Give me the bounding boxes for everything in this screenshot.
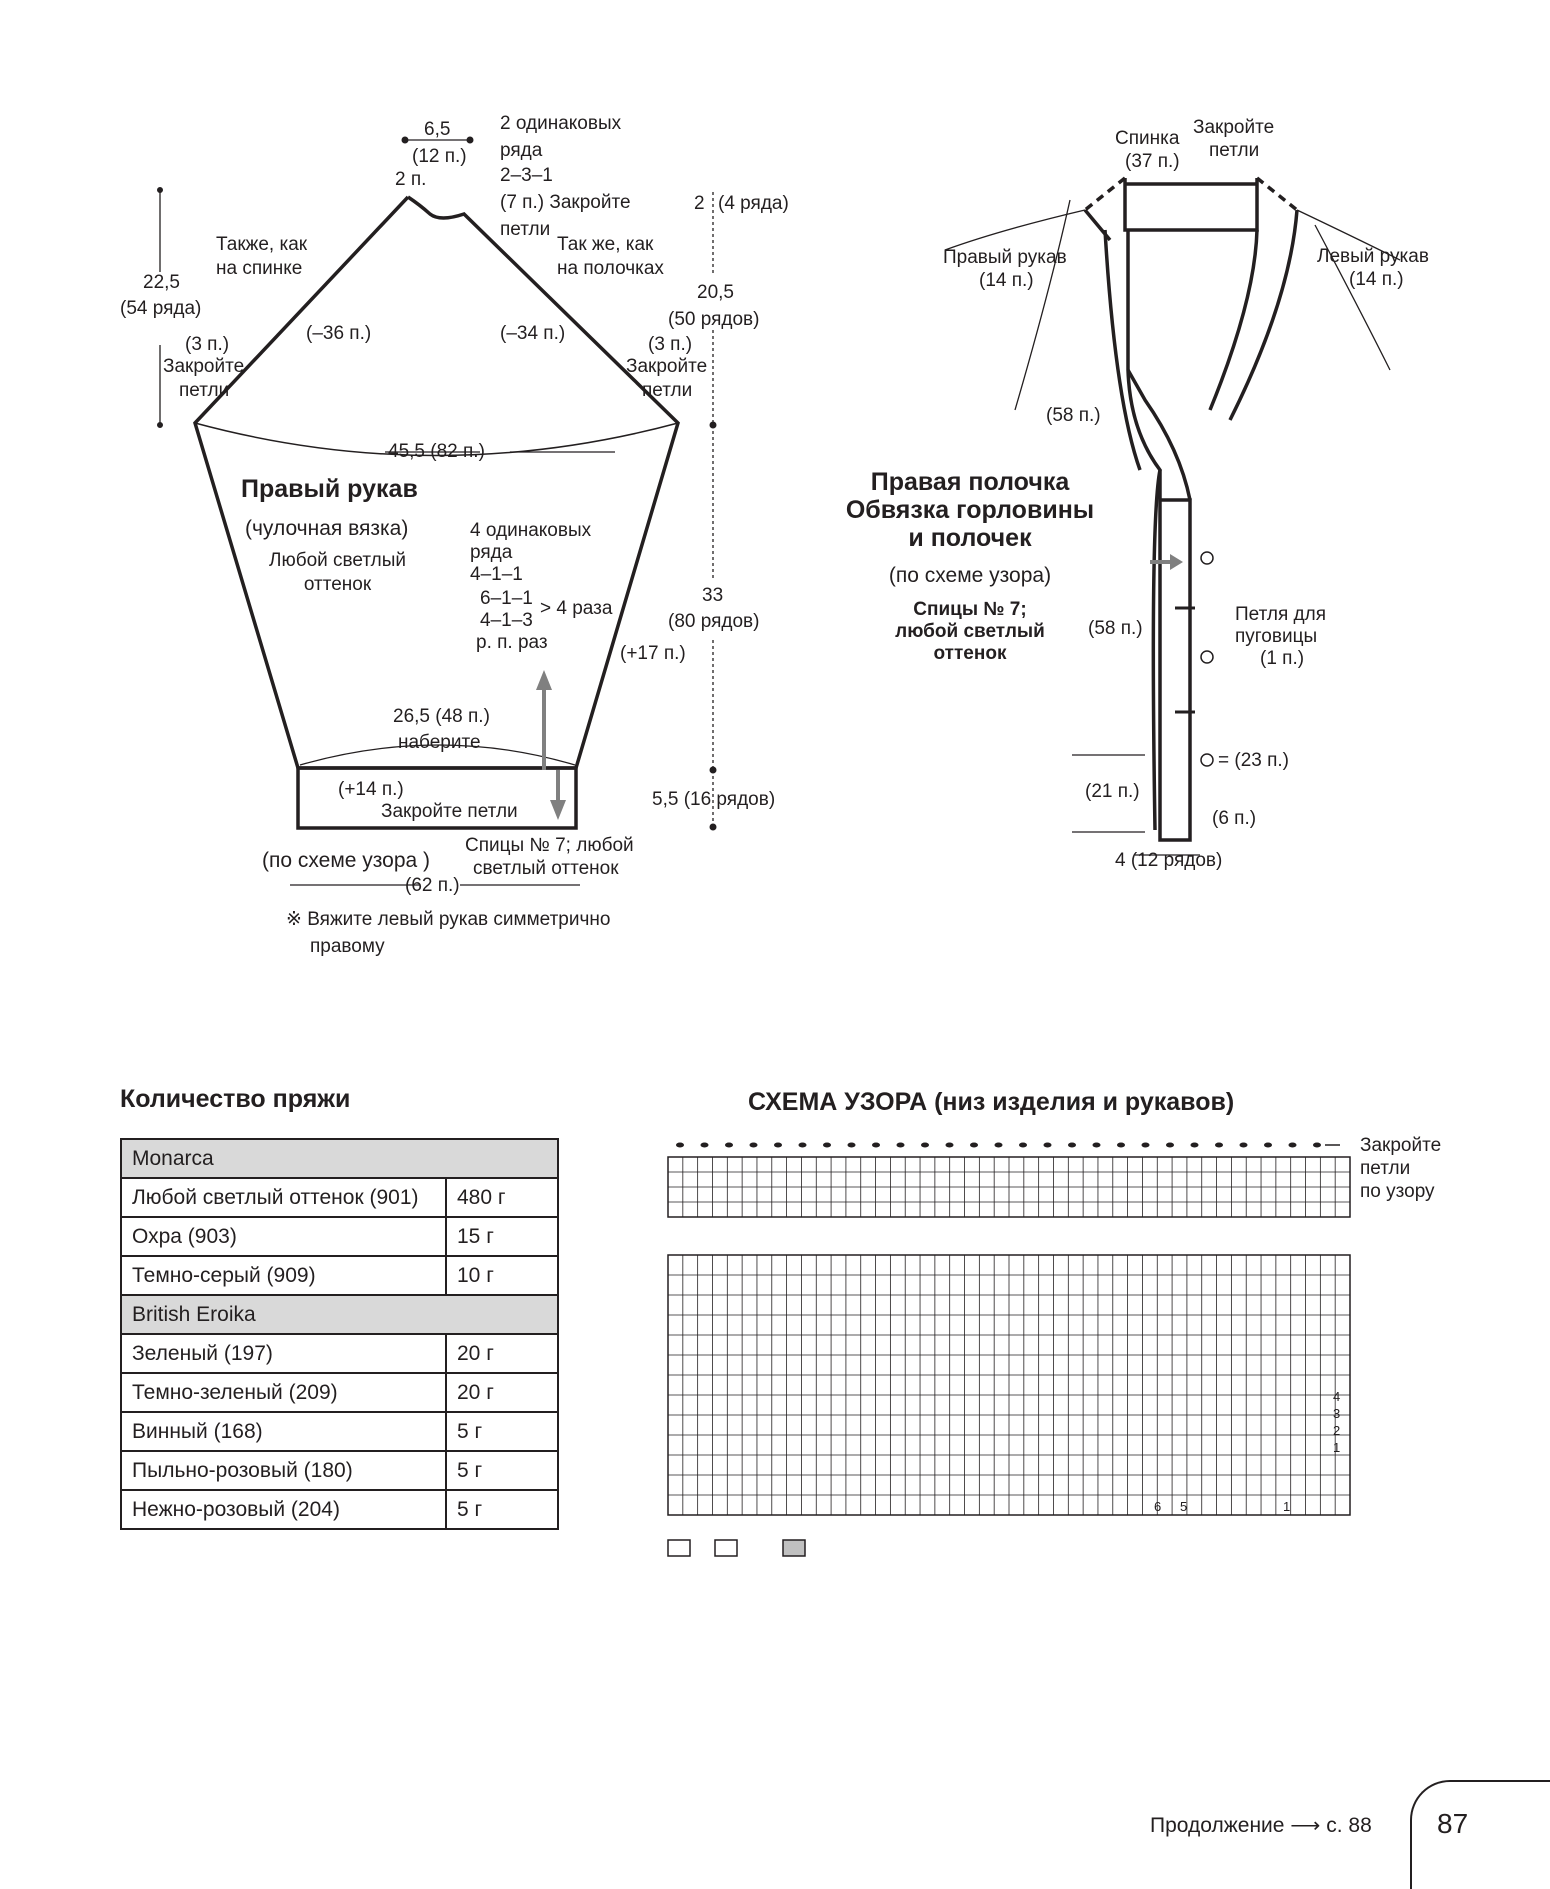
sleeve-note2: правому	[310, 936, 385, 957]
sleeve-right-same2: на полочках	[557, 258, 664, 279]
band-pattern: (по схеме узора)	[888, 564, 1052, 587]
band-eq23: = (23 п.)	[1218, 750, 1290, 771]
sleeve-h55: 5,5 (16 рядов)	[652, 789, 776, 810]
bind-off-dot	[872, 1143, 880, 1148]
bind-off-dot	[1142, 1143, 1150, 1148]
sleeve-inc5: 4–1–3	[480, 610, 533, 631]
sleeve-cast-on2: наберите	[398, 732, 481, 753]
bind-off-dot	[897, 1143, 905, 1148]
sleeve-plus14: (+14 п.)	[338, 779, 404, 800]
bind-off-dot	[848, 1143, 856, 1148]
yarn-color: Темно-зеленый (209)	[121, 1373, 446, 1412]
pattern-chart-bind-off-dots	[676, 1143, 1321, 1148]
sleeve-right-same1: Так же, как	[557, 234, 654, 255]
sleeve-needles1: Спицы № 7; любой	[465, 835, 634, 856]
yarn-color: Охра (903)	[121, 1217, 446, 1256]
sleeve-left-height: 22,5	[143, 272, 180, 293]
band-close1: Закройте	[1193, 117, 1275, 138]
bind-off-dot	[799, 1143, 807, 1148]
bind-off-dot	[1044, 1143, 1052, 1148]
sleeve-left-dec: (–36 п.)	[306, 323, 372, 344]
sleeve-inc4: 6–1–1	[480, 588, 533, 609]
chart-col-number: 6	[1154, 1499, 1162, 1514]
sleeve-plus17: (+17 п.)	[620, 643, 686, 664]
sleeve-title: Правый рукав	[241, 475, 418, 503]
table-row	[121, 1178, 558, 1217]
sleeve-inc-times-text: 4 раза	[556, 598, 613, 619]
band-right-sleeve-st: (14 п.)	[979, 270, 1034, 291]
sleeve-note1: ※ Вяжите левый рукав симметрично	[286, 909, 611, 930]
bind-off-dot	[774, 1143, 782, 1148]
bind-off-dot	[1289, 1143, 1297, 1148]
sleeve-left-rows: (54 ряда)	[120, 298, 202, 319]
sleeve-right-205: 20,5	[697, 282, 734, 303]
band-buttonhole1: Петля для	[1235, 604, 1326, 625]
sleeve-right-2: 2	[694, 193, 705, 214]
sleeve-inc-times: > 4 раза	[540, 598, 613, 619]
bind-off-dot	[701, 1143, 709, 1148]
sleeve-top-note2: ряда	[500, 140, 543, 161]
sleeve-top-note1: 2 одинаковых	[500, 113, 622, 134]
yarn-title: Количество пряжи	[120, 1085, 351, 1113]
sleeve-top-2p: 2 п.	[395, 169, 427, 190]
band-title2: Обвязка горловины	[845, 496, 1095, 524]
band-back: Спинка	[1115, 128, 1180, 149]
pattern-chart-grid	[668, 1157, 1350, 1515]
sleeve-left-same2: на спинке	[216, 258, 303, 279]
band-back-st: (37 п.)	[1125, 151, 1180, 172]
sleeve-left-close1: Закройте	[163, 356, 245, 377]
sleeve-top-stitches: (12 п.)	[412, 146, 467, 167]
footer-page-ref: с. 88	[1326, 1814, 1372, 1837]
sleeve-right-50rows: (50 рядов)	[668, 309, 760, 330]
yarn-qty: 20 г	[446, 1334, 558, 1373]
yarn-table	[120, 1138, 559, 1530]
sleeve-bind-off: Закройте петли	[381, 801, 518, 822]
yarn-color: Темно-серый (909)	[121, 1256, 446, 1295]
page-number-box	[1410, 1780, 1550, 1889]
bind-off-dot	[1313, 1143, 1321, 1148]
bind-off-dot	[1215, 1143, 1223, 1148]
sleeve-top-note4: (7 п.) Закройте	[500, 192, 631, 213]
chart-col-number: 5	[1180, 1499, 1188, 1514]
sleeve-inc1: 4 одинаковых	[470, 520, 592, 541]
sleeve-right-dec: (–34 п.)	[500, 323, 566, 344]
footer-continue	[1150, 1813, 1372, 1838]
sleeve-subtitle: (чулочная вязка)	[245, 517, 409, 540]
yarn-qty: 20 г	[446, 1373, 558, 1412]
sleeve-top-width: 6,5	[424, 119, 451, 140]
sleeve-pattern: (по схеме узора )	[262, 849, 431, 872]
sleeve-inc6: р. п. раз	[476, 632, 548, 653]
yarn-brand-name: British Eroika	[121, 1295, 558, 1334]
sleeve-right-4rows: (4 ряда)	[718, 193, 789, 214]
band-left-sleeve-st: (14 п.)	[1349, 269, 1404, 290]
yarn-color: Винный (168)	[121, 1412, 446, 1451]
sleeve-left-close2: петли	[179, 380, 230, 401]
chart-row-number: 2	[1333, 1423, 1341, 1438]
yarn-brand-row	[121, 1295, 558, 1334]
bind-off-dot	[1117, 1143, 1125, 1148]
sleeve-right-close2: петли	[642, 380, 693, 401]
sleeve-right-close1: Закройте	[626, 356, 708, 377]
sleeve-width-455: 45,5 (82 п.)	[388, 441, 485, 462]
page-number: 87	[1437, 1808, 1469, 1839]
sleeve-inc2: ряда	[470, 542, 513, 563]
band-buttonhole2: пуговицы	[1235, 626, 1318, 647]
sleeve-needles2: светлый оттенок	[473, 858, 619, 879]
bind-off-dot	[921, 1143, 929, 1148]
sleeve-top-note5: петли	[500, 219, 551, 240]
bind-off-dot	[1191, 1143, 1199, 1148]
yarn-color: Зеленый (197)	[121, 1334, 446, 1373]
table-row	[121, 1217, 558, 1256]
footer-continue-text: Продолжение	[1150, 1814, 1285, 1837]
sleeve-right-3p: (3 п.)	[648, 334, 693, 355]
yarn-brand-name: Monarca	[121, 1139, 558, 1178]
bind-off-dot	[1019, 1143, 1027, 1148]
band-bottom: 4 (12 рядов)	[1115, 850, 1223, 871]
yarn-qty: 5 г	[446, 1451, 558, 1490]
arrow-right-icon: ⟶	[1290, 1814, 1321, 1837]
sleeve-st62: (62 п.)	[405, 875, 460, 896]
bind-off-dot	[1264, 1143, 1272, 1148]
bind-off-dot	[1240, 1143, 1248, 1148]
band-title1: Правая полочка	[870, 468, 1070, 496]
bind-off-dot	[946, 1143, 954, 1148]
chart-row-number: 1	[1333, 1440, 1341, 1455]
sleeve-left-same1: Также, как	[216, 234, 308, 255]
chart-row-number: 3	[1333, 1406, 1341, 1421]
band-left-sleeve: Левый рукав	[1317, 246, 1429, 267]
bind-off-dot	[1068, 1143, 1076, 1148]
band-right-sleeve: Правый рукав	[943, 247, 1067, 268]
chart-title: СХЕМА УЗОРА (низ изделия и рукавов)	[748, 1088, 1235, 1116]
bind-off-dot	[1166, 1143, 1174, 1148]
table-row	[121, 1412, 558, 1451]
chart-row-number: 4	[1333, 1389, 1341, 1404]
band-buttonhole3: (1 п.)	[1260, 648, 1305, 669]
bind-off-dot	[750, 1143, 758, 1148]
yarn-qty: 5 г	[446, 1412, 558, 1451]
yarn-qty: 15 г	[446, 1217, 558, 1256]
table-row	[121, 1256, 558, 1295]
table-row	[121, 1334, 558, 1373]
band-st58a: (58 п.)	[1046, 405, 1101, 426]
chart-note1: Закройте	[1360, 1135, 1442, 1156]
bind-off-dot	[995, 1143, 1003, 1148]
sleeve-color2: оттенок	[303, 574, 372, 595]
yarn-color: Пыльно-розовый (180)	[121, 1451, 446, 1490]
band-st21: (21 п.)	[1085, 781, 1140, 802]
band-title3: и полочек	[908, 524, 1032, 552]
sleeve-h33: 33	[702, 585, 724, 606]
yarn-color: Любой светлый оттенок (901)	[121, 1178, 446, 1217]
table-row	[121, 1451, 558, 1490]
bind-off-dot	[725, 1143, 733, 1148]
sleeve-color1: Любой светлый	[268, 550, 407, 571]
bind-off-dot	[970, 1143, 978, 1148]
bind-off-dot	[676, 1143, 684, 1148]
band-close2: петли	[1209, 140, 1260, 161]
yarn-qty: 480 г	[446, 1178, 558, 1217]
bind-off-dot	[823, 1143, 831, 1148]
yarn-brand-row	[121, 1139, 558, 1178]
sleeve-inc3: 4–1–1	[470, 564, 523, 585]
chart-col-number: 1	[1283, 1499, 1291, 1514]
chart-note2: петли	[1360, 1158, 1411, 1179]
band-needles3: оттенок	[933, 643, 1007, 664]
chart-note3: по узору	[1360, 1181, 1435, 1202]
band-needles1: Спицы № 7;	[913, 599, 1027, 620]
sleeve-cast-on1: 26,5 (48 п.)	[393, 706, 490, 727]
band-st6: (6 п.)	[1212, 808, 1257, 829]
table-row	[121, 1490, 558, 1529]
sleeve-rows80: (80 рядов)	[668, 611, 760, 632]
yarn-qty: 10 г	[446, 1256, 558, 1295]
table-row	[121, 1373, 558, 1412]
band-needles2: любой светлый	[895, 621, 1045, 642]
sleeve-top-note3: 2–3–1	[500, 165, 553, 186]
band-st58b: (58 п.)	[1088, 618, 1143, 639]
yarn-qty: 5 г	[446, 1490, 558, 1529]
yarn-color: Нежно-розовый (204)	[121, 1490, 446, 1529]
sleeve-left-3p: (3 п.)	[185, 334, 230, 355]
bind-off-dot	[1093, 1143, 1101, 1148]
